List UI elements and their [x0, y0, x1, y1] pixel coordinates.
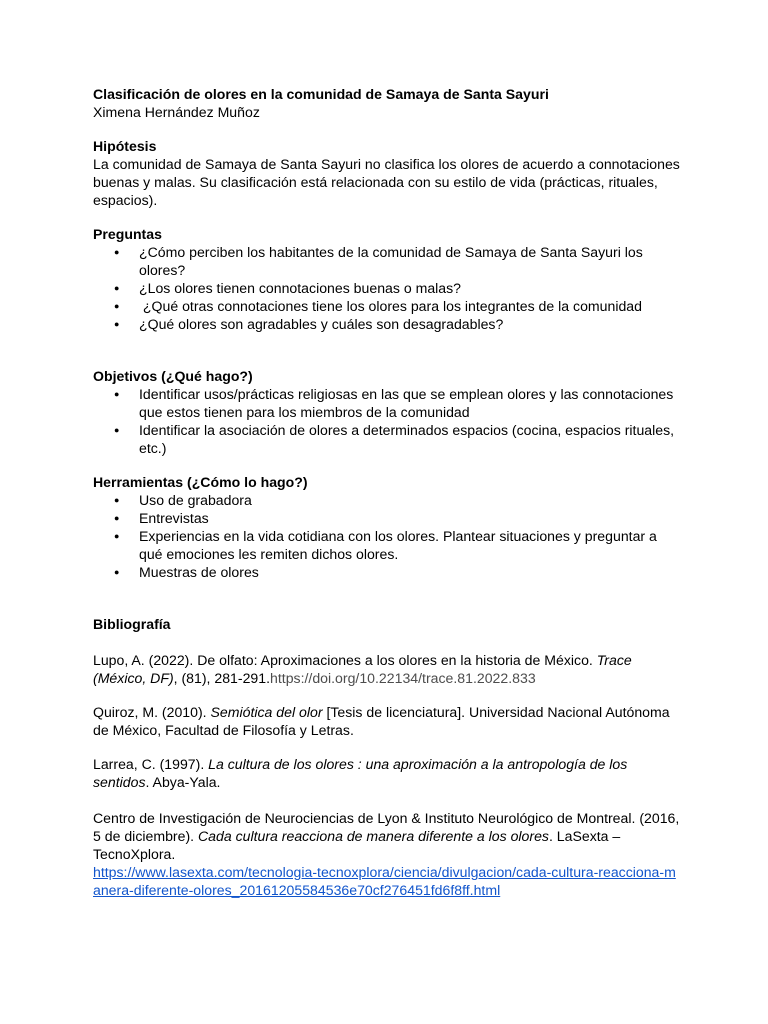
hipotesis-heading: Hipótesis: [93, 138, 157, 154]
preguntas-heading: Preguntas: [93, 226, 162, 242]
reference-italic: Semiótica del olor: [210, 704, 323, 720]
reference-text: [Tesis de licenciatura]. Universidad Nacional Autónoma de México, Facultad de Filosofía y Letras.: [93, 704, 670, 738]
document-body: [93, 85, 683, 899]
reference-url-link[interactable]: https://www.lasexta.com/tecnologia-tecnoxplora/ciencia/divulgacion/cada-cultura-reacciona-manera-diferente-olores_20161205584536e70cf276451fd6f8ff.html: [93, 864, 676, 898]
bibliografia-heading: Bibliografía: [93, 616, 171, 632]
reference-text: . LaSexta – TecnoXplora.: [93, 828, 621, 862]
reference-quiroz: [93, 703, 683, 739]
objetivos-heading: Objetivos (¿Qué hago?): [93, 368, 253, 384]
list-item: ● ¿Cómo perciben los habitantes de la comunidad de Samaya de Santa Sayuri los olores?: [93, 243, 683, 279]
reference-text: Larrea, C. (1997).: [93, 756, 209, 772]
reference-italic: Trace (México, DF): [93, 652, 632, 686]
list-item: ● Identificar la asociación de olores a determinados espacios (cocina, espacios rituales, etc.): [93, 421, 683, 457]
reference-lupo: [93, 651, 683, 687]
reference-text: , (81), 281-291.: [173, 670, 271, 686]
reference-text: Quiroz, M. (2010).: [93, 704, 211, 720]
reference-text: Lupo, A. (2022). De olfato: Aproximaciones a los olores en la historia de México.: [93, 652, 597, 668]
reference-text: Centro de Investigación de Neurociencias de Lyon & Instituto Neurológico de Montreal. (2016, 5 de diciembre).: [93, 810, 680, 844]
herramientas-list: [93, 491, 683, 581]
list-item: ● ¿Qué otras connotaciones tiene los olores para los integrantes de la comunidad: [93, 297, 683, 315]
list-item: ● Experiencias en la vida cotidiana con los olores. Plantear situaciones y preguntar a qué emociones les remiten dichos olores.: [93, 527, 683, 563]
document-author: Ximena Hernández Muñoz: [93, 104, 260, 120]
objetivos-list: [93, 385, 683, 457]
reference-doi: https://doi.org/10.22134/trace.81.2022.833: [270, 670, 536, 686]
list-item: ● ¿Qué olores son agradables y cuáles son desagradables?: [93, 315, 683, 333]
reference-italic: La cultura de los olores : una aproximación a la antropología de los sentidos: [93, 756, 628, 790]
reference-italic: Cada cultura reacciona de manera diferente a los olores: [197, 828, 549, 844]
list-item: ● Identificar usos/prácticas religiosas en las que se emplean olores y las connotaciones que estos tienen para los miembros de la comunidad: [93, 385, 683, 421]
document-title: Clasificación de olores en la comunidad de Samaya de Santa Sayuri: [93, 86, 549, 102]
reference-larrea: [93, 755, 683, 791]
list-item: ● Muestras de olores: [93, 563, 683, 581]
hipotesis-text: La comunidad de Samaya de Santa Sayuri no clasifica los olores de acuerdo a connotaciones buenas y malas. Su clasificación está relacionada con su estilo de vida (prácticas, rituales, espacios).: [93, 156, 680, 208]
reference-lyon: [93, 809, 683, 899]
reference-text: . Abya-Yala.: [145, 774, 221, 790]
herramientas-heading: Herramientas (¿Cómo lo hago?): [93, 474, 308, 490]
list-item: ● Entrevistas: [93, 509, 683, 527]
preguntas-list: [93, 243, 683, 333]
list-item: ● ¿Los olores tienen connotaciones buenas o malas?: [93, 279, 683, 297]
list-item: ● Uso de grabadora: [93, 491, 683, 509]
